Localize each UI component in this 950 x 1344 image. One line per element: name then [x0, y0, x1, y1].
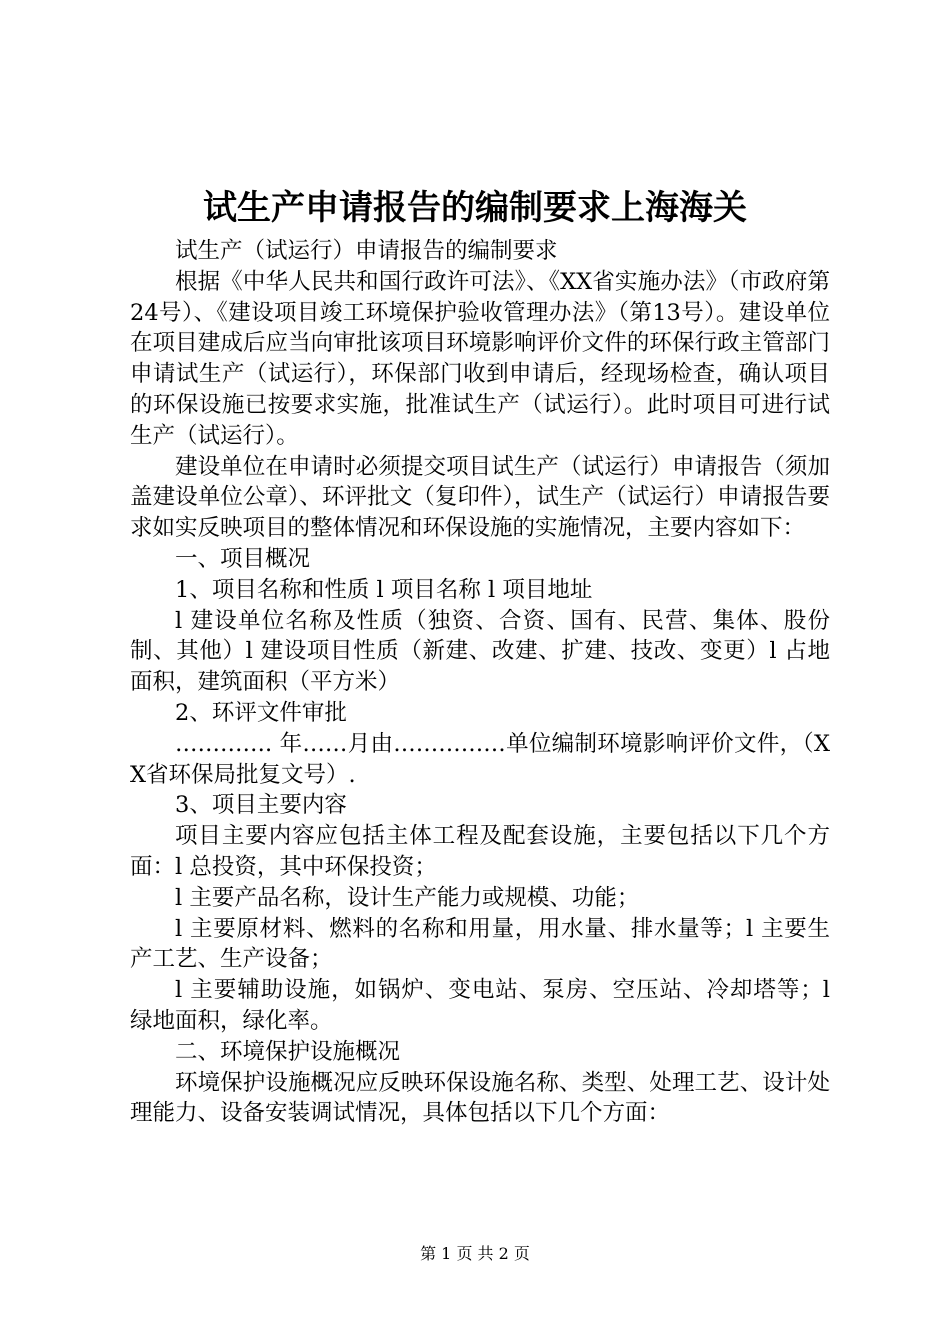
section-heading-env-facilities: 二、环境保护设施概况: [175, 1038, 401, 1065]
paragraph-env-facilities: 环境保护设施概况应反映环保设施名称、类型、处理工艺、设计处理能力、设备安装调试情况，具体包括以下几个方面：: [130, 1069, 830, 1127]
paragraph-raw-materials: l 主要原材料、燃料的名称和用量，用水量、排水量等；l 主要生产工艺、生产设备；: [130, 915, 830, 973]
document-title: 试生产申请报告的编制要求上海海关: [203, 188, 747, 228]
paragraph-legal-basis: 根据《中华人民共和国行政许可法》、《XX省实施办法》（市政府第24号）、《建设项目竣工环境保护验收管理办法》（第13号）。建设单位在项目建成后应当向审批该项目环境影响评价文件的环保行政主管部门申请试生产（试运行），环保部门收到申请后，经现场检查，确认项目的环保设施已按要求实施，批准试生产（试运行）。此时项目可进行试生产（试运行）。: [130, 268, 830, 449]
paragraph-submission-requirements: 建设单位在申请时必须提交项目试生产（试运行）申请报告（须加盖建设单位公章）、环评批文（复印件），试生产（试运行）申请报告要求如实反映项目的整体情况和环保设施的实施情况，主要内容如下：: [130, 453, 830, 542]
subheading-eia-approval: 2、环评文件审批: [175, 699, 347, 726]
paragraph-main-content: 项目主要内容应包括主体工程及配套设施，主要包括以下几个方面：l 总投资，其中环保投资；: [130, 823, 830, 880]
paragraph-unit-nature: l 建设单位名称及性质（独资、合资、国有、民营、集体、股份制、其他）l 建设项目性质（新建、改建、扩建、技改、变更）l 占地面积，建筑面积（平方米）: [130, 607, 830, 696]
subheading-main-content: 3、项目主要内容: [175, 792, 347, 819]
paragraph-eia-approval: …………. 年……月由……………单位编制环境影响评价文件，（XX省环保局批复文号）.: [130, 730, 830, 788]
paragraph-auxiliary-facilities: l 主要辅助设施，如锅炉、变电站、泵房、空压站、冷却塔等；l 绿地面积，绿化率。: [130, 977, 830, 1034]
paragraph-main-products: l 主要产品名称，设计生产能力或规模、功能；: [175, 884, 640, 911]
paragraph-subtitle: 试生产（试运行）申请报告的编制要求: [175, 238, 558, 264]
document-body: [130, 236, 830, 1129]
paragraph-project-name-nature: 1、项目名称和性质 l 项目名称 l 项目地址: [175, 576, 593, 603]
page-footer: 第 1 页 共 2 页: [420, 1244, 530, 1263]
section-heading-project-overview: 一、项目概况: [175, 545, 311, 572]
